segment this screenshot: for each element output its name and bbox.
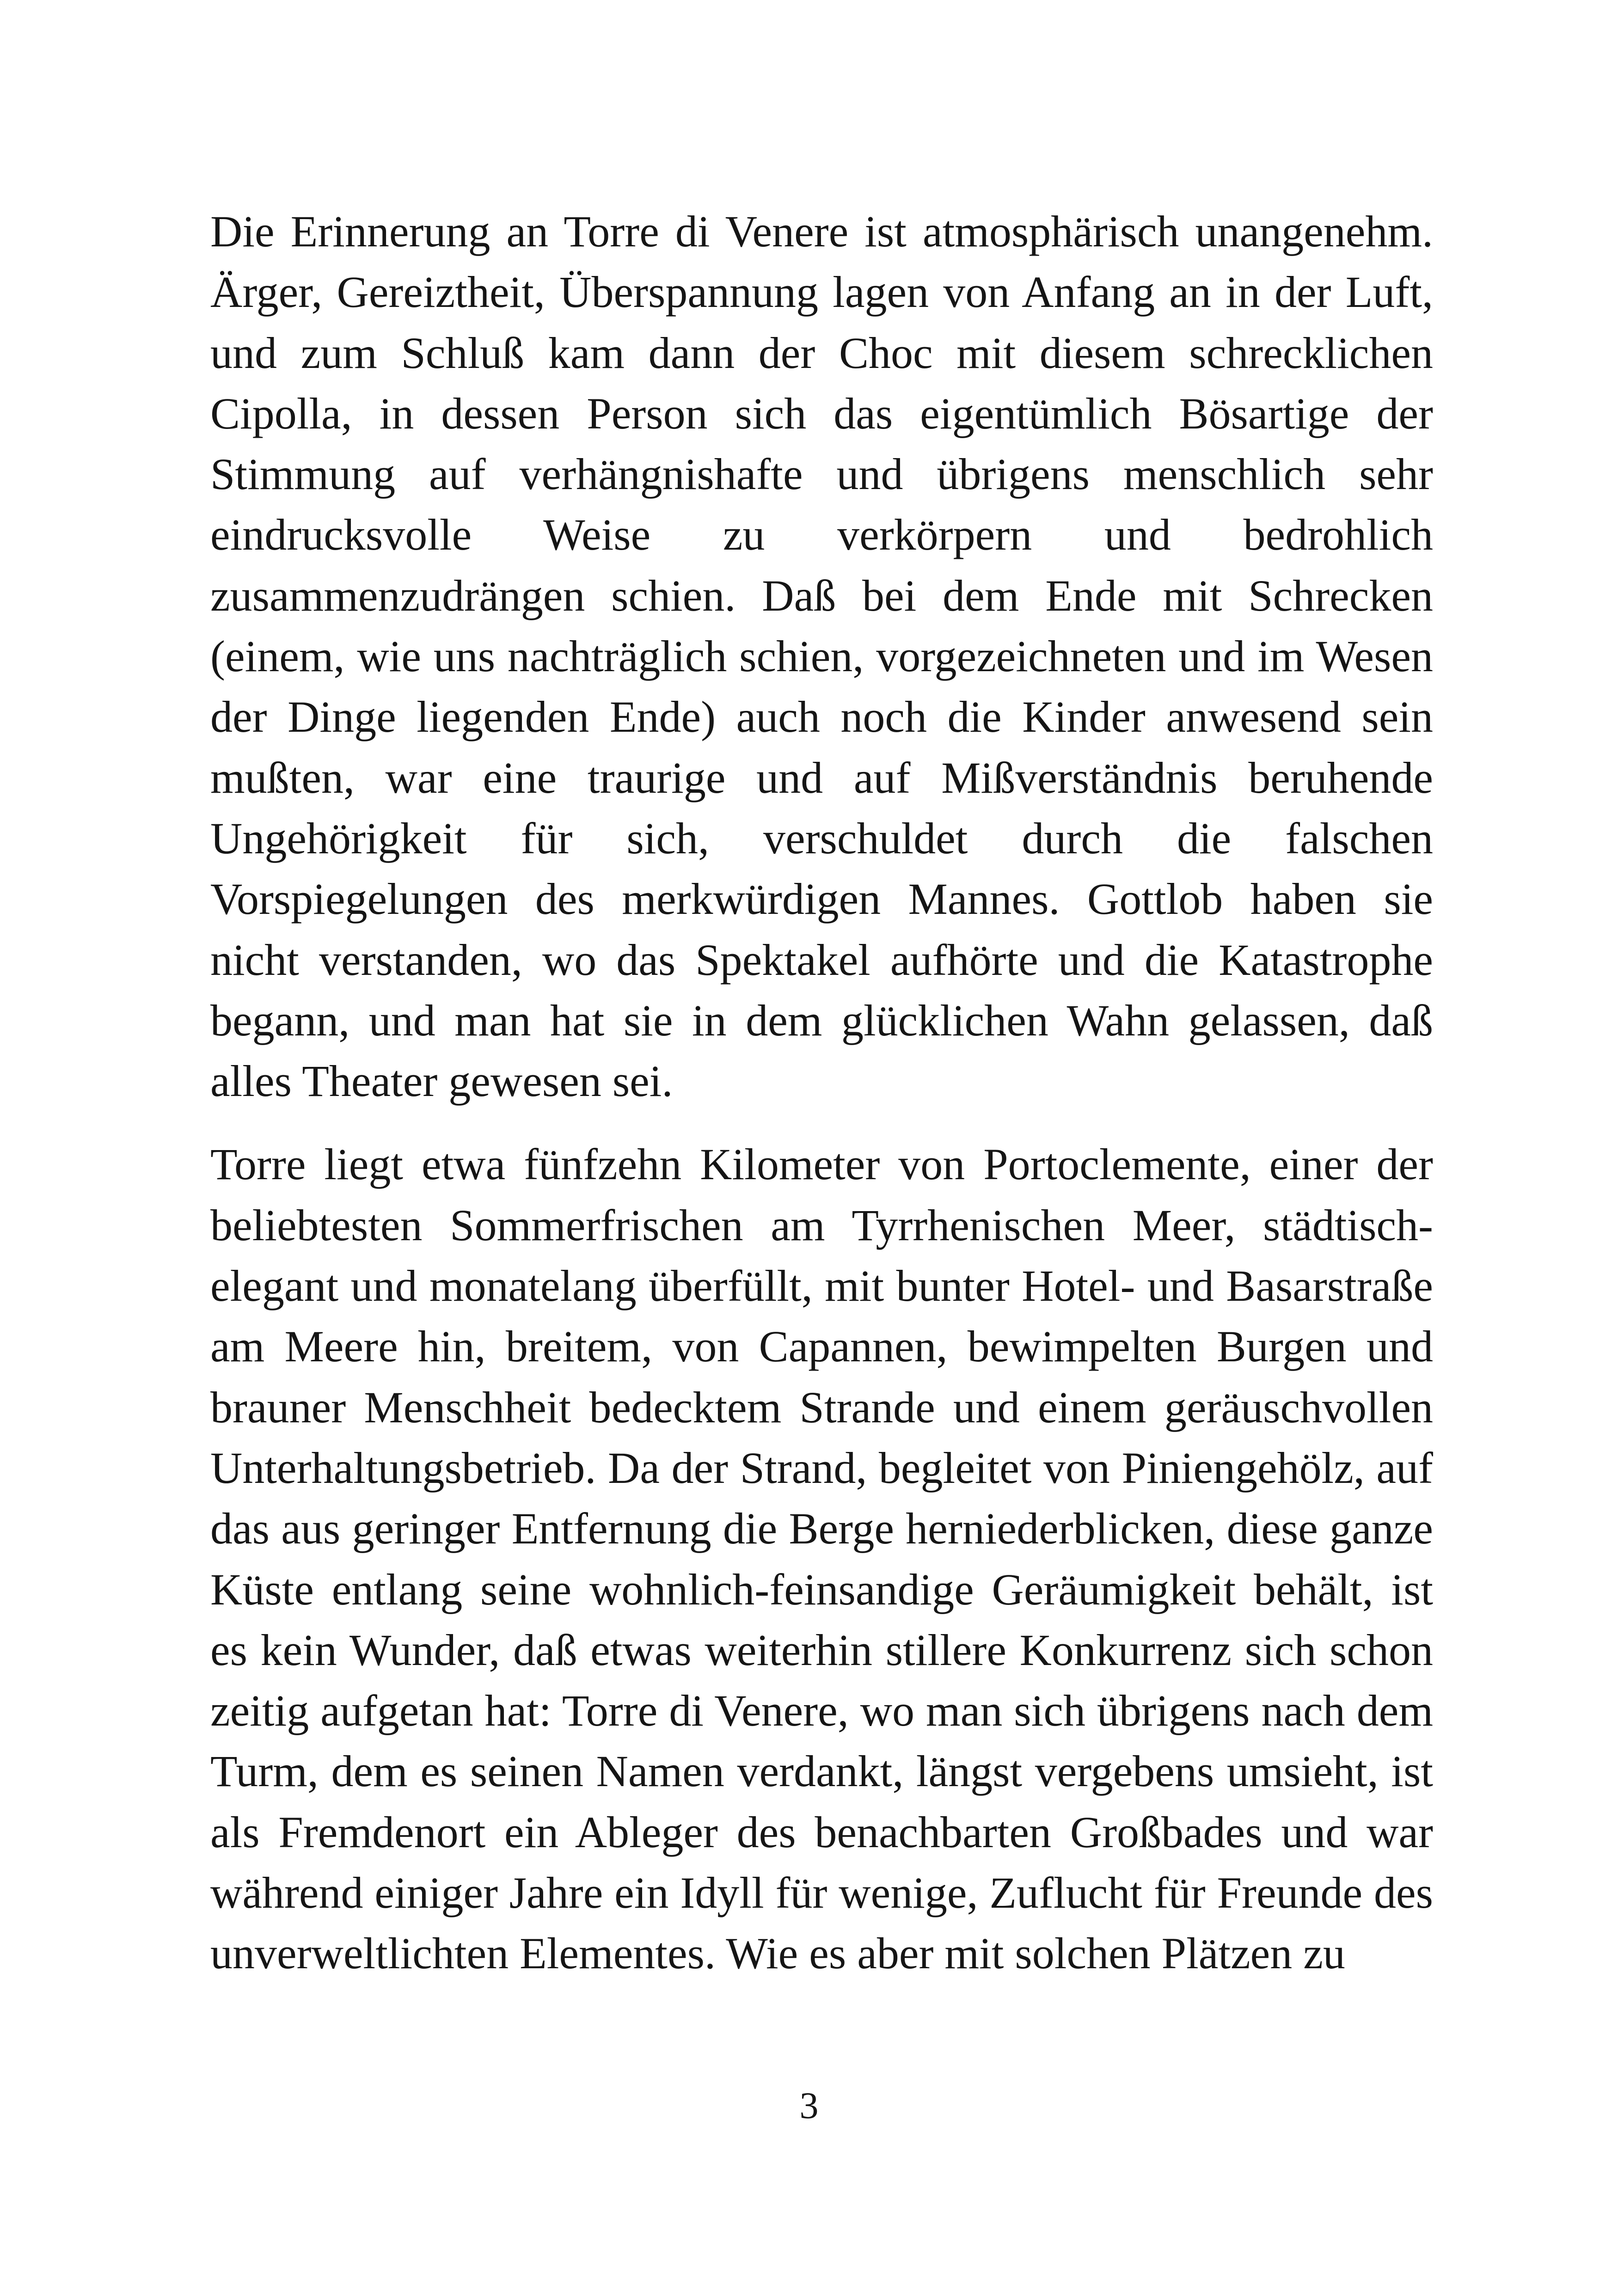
page-number: 3 xyxy=(799,2084,819,2126)
paragraph-1: Die Erinnerung an Torre di Venere ist atmosphärisch unangenehm. Ärger, Gereiztheit, Überspannung lagen von Anfang an in der Luft, und zum Schluß kam dann der Choc mit diesem schrecklichen Cipolla, in dessen Person sich das eigentümlich Bösartige der Stimmung auf verhängnishafte und übrigens menschlich sehr eindrucksvolle Weise zu verkörpern und bedrohlich zusammenzudrängen schien. Daß bei dem Ende mit Schrecken (einem, wie uns nachträglich schien, vorgezeichneten und im Wesen der Dinge liegenden Ende) auch noch die Kinder anwesend sein mußten, war eine traurige und auf Mißverständnis beruhende Ungehörigkeit für sich, verschuldet durch die falschen Vorspiegelungen des merkwürdigen Mannes. Gottlob haben sie nicht verstanden, wo das Spektakel aufhörte und die Katastrophe begann, und man hat sie in dem glücklichen Wahn gelassen, daß alles Theater gewesen sei. xyxy=(210,207,1433,1106)
body-text xyxy=(210,201,1433,1984)
paragraph-2: Torre liegt etwa fünfzehn Kilometer von Portoclemente, einer der beliebtesten Sommerfrischen am Tyrrhenischen Meer, städtisch-elegant und monatelang überfüllt, mit bunter Hotel- und Basarstraße am Meere hin, breitem, von Capannen, bewimpelten Burgen und brauner Menschheit bedecktem Strande und einem geräuschvollen Unterhaltungsbetrieb. Da der Strand, begleitet von Piniengehölz, auf das aus geringer Entfernung die Berge herniederblicken, diese ganze Küste entlang seine wohnlich-feinsandige Geräumigkeit behält, ist es kein Wunder, daß etwas weiterhin stillere Konkurrenz sich schon zeitig aufgetan hat: Torre di Venere, wo man sich übrigens nach dem Turm, dem es seinen Namen verdankt, längst vergebens umsieht, ist als Fremdenort ein Ableger des benachbarten Großbades und war während einiger Jahre ein Idyll für wenige, Zuflucht für Freunde des unverweltlichten Elementes. Wie es aber mit solchen Plätzen zu xyxy=(210,1139,1433,1978)
